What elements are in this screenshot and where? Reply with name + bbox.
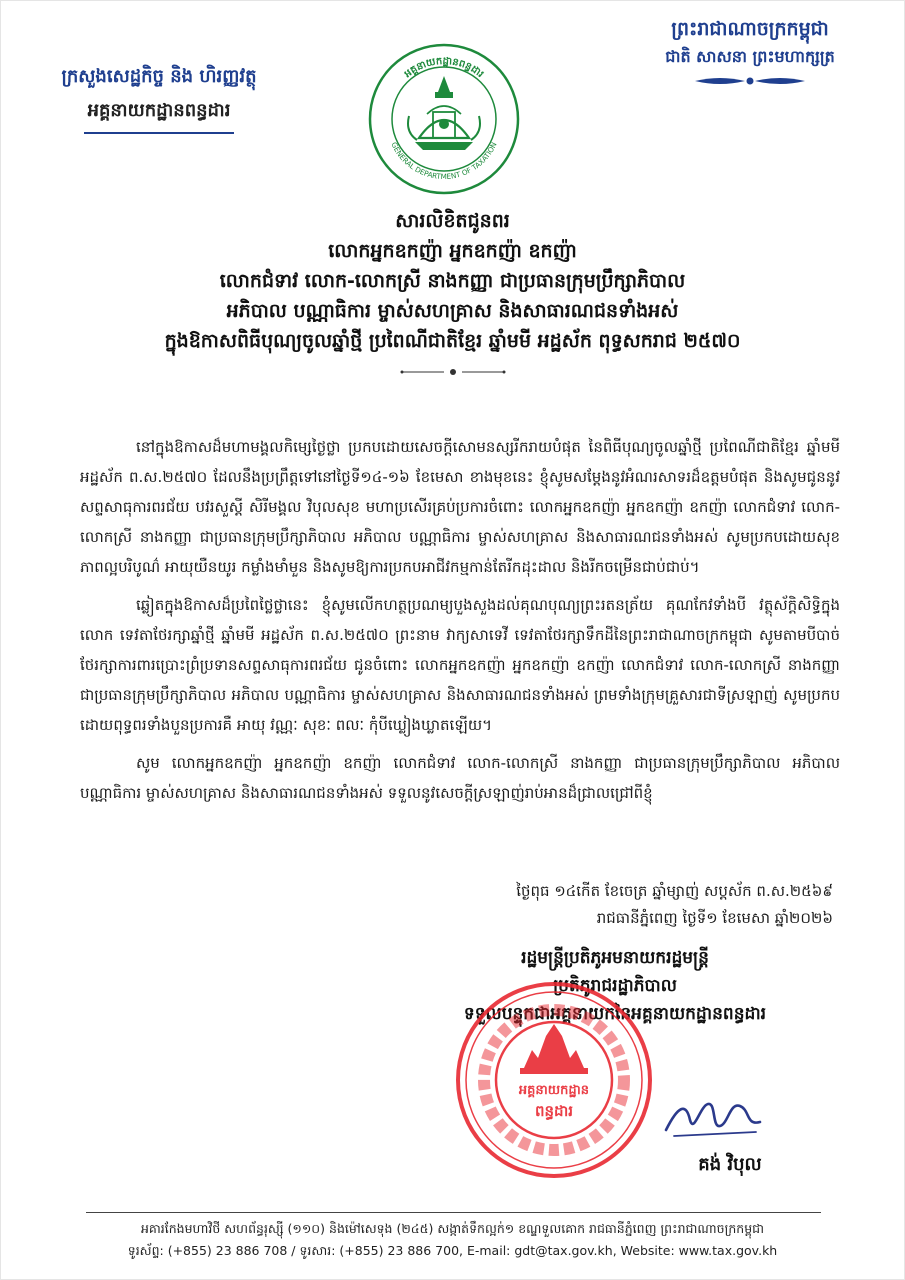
seal-center-text-1: អគ្គនាយកដ្ឋាន (518, 1083, 590, 1098)
footer-address: អគារកែងមហាវិថី សហព័ន្ធរុស្ស៊ី (១១០) និងម៉ៅសេទុង (២៤៥) សង្កាត់ទឹកល្អក់១ ខណ្ឌទួលគោក រាជធានីភ្នំពេញ ព្រះរាជាណាចក្រកម្ពុជា (140, 1221, 765, 1236)
lunar-date: ថ្ងៃពុធ ១៤កើត ខែចេត្រ ឆ្នាំម្សាញ់ សប្តស័ក ព.ស.២៥៦៩ (516, 882, 833, 900)
signatory-title-1: រដ្ឋមន្ត្រីប្រតិភូអមនាយករដ្ឋមន្ត្រី (521, 948, 709, 968)
kingdom-name: ព្រះរាជាណាចក្រកម្ពុជា (671, 18, 829, 40)
title-recipients-2: លោកជំទាវ លោក-លោកស្រី នាងកញ្ញា ជាប្រធានក្រុមប្រឹក្សាភិបាល (219, 270, 686, 292)
seal-center-text-2: ពន្ធដារ (534, 1102, 574, 1120)
footer (40, 1218, 865, 1262)
body-paragraph-3: សូម លោកអ្នកឧកញ៉ា អ្នកឧកញ៉ា ឧកញ៉ា លោកជំទាវ លោក-លោកស្រី នាងកញ្ញា ជាប្រធានក្រុមប្រឹក្សាភិបាល អភិបាល បណ្ណាធិការ ម្ចាស់សហគ្រាស និងសាធារណជនទាំងអស់ ទទួលនូវសេចក្តីស្រឡាញ់រាប់អានដ៏ជ្រាលជ្រៅពីខ្ញុំ (80, 754, 840, 802)
solar-date: រាជធានីភ្នំពេញ ថ្ងៃទី១ ខែមេសា ឆ្នាំ២០២៦ (596, 909, 833, 927)
department-name: អគ្គនាយកដ្ឋានពន្ធដារ (87, 100, 231, 121)
gdt-emblem-icon (367, 42, 521, 196)
handwritten-signature-icon (660, 1086, 770, 1146)
title-occasion: ក្នុងឱកាសពិធីបុណ្យចូលឆ្នាំថ្មី ប្រពៃណីជាតិខ្មែរ ឆ្នាំមមី អដ្ឋស័ក ពុទ្ធសករាជ ២៥៧០ (164, 330, 741, 352)
signatory-title-2: ប្រតិភូរាជរដ្ឋាភិបាល (553, 976, 677, 996)
ministry-name: ក្រសួងសេដ្ឋកិច្ច និង ហិរញ្ញវត្ថុ (61, 66, 257, 87)
ministry-underline (84, 132, 234, 134)
national-motto: ជាតិ សាសនា ព្រះមហាក្សត្រ (665, 47, 835, 66)
signatory-name: គង់ វិបុល (698, 1154, 762, 1175)
dateline (373, 878, 833, 932)
footer-contact: ទូរស័ព្ទ: (+855) 23 886 708 / ទូរសារ: (+855) 23 886 700, E-mail: gdt@tax.gov.kh, Website: www.tax.gov.kh (127, 1243, 778, 1258)
official-seal-icon (454, 980, 654, 1180)
body-paragraph-1: នៅក្នុងឱកាសដ៏មហាមង្គលកិម្សេថ្ងៃថ្លា ប្រកបដោយសេចក្តីសោមនស្សរីករាយបំផុត នៃពិធីបុណ្យចូលឆ្នាំថ្មី ប្រពៃណីជាតិខ្មែរ ឆ្នាំមមី អដ្ឋស័ក ព.ស.២៥៧០ ដែលនឹងប្រព្រឹត្តទៅនៅថ្ងៃទី១៤-១៦ ខែមេសា ខាងមុខនេះ ខ្ញុំសូមសម្តែងនូវអំណរសាទរដ៏ឧត្តមបំផុត និងសូមជូននូវសព្ទសាធុការពរជ័យ បវរសួស្តី សិរីមង្គល វិបុលសុខ មហាប្រសើរគ្រប់ប្រការចំពោះ លោកអ្នកឧកញ៉ា អ្នកឧកញ៉ា ឧកញ៉ា លោកជំទាវ លោក-លោកស្រី នាងកញ្ញា ជាប្រធានក្រុមប្រឹក្សាភិបាល អភិបាល បណ្ណាធិការ ម្ចាស់សហគ្រាស និងសាធារណជនទាំងអស់ សូមប្រកបដោយសុខភាពល្អបរិបូណ៌ អាយុយឺនយូរ កម្លាំងមាំមួន និងសូមឱ្យការប្រកបអាជីវកម្មកាន់តែរីកដុះដាល និងរីកចម្រើនជាប់ជាប់។ (80, 438, 840, 576)
letter-title: សារលិខិតជូនពរ (395, 210, 510, 232)
title-recipients-3: អភិបាល បណ្ណាធិការ ម្ចាស់សហគ្រាស និងសាធារណជនទាំងអស់ (226, 300, 679, 322)
footer-divider (86, 1212, 821, 1213)
emblem-top-text: អគ្គនាយកដ្ឋានពន្ធដារ (402, 55, 486, 81)
kingdom-ornament-icon (690, 74, 810, 88)
signatory-title-3: ទទួលបន្ទុកជាអគ្គនាយកនៃអគ្គនាយកដ្ឋានពន្ធដារ (463, 1004, 767, 1024)
body-paragraph-2: ឆ្លៀតក្នុងឱកាសដ៏ប្រពៃថ្លៃថ្លានេះ ខ្ញុំសូមលើកហត្ថប្រណម្យបួងសួងដល់គុណបុណ្យព្រះរតនត្រ័យ គុណកែវទាំងបី វត្ថុស័ក្តិសិទ្ធិក្នុងលោក ទេវតាថែរក្សាឆ្នាំថ្មី ឆ្នាំមមី អដ្ឋស័ក ព.ស.២៥៧០ ព្រះនាម វាក្យសាទេវី ទេវតាថែរក្សាទឹកដីនៃព្រះរាជាណាចក្រកម្ពុជា សូមតាមបីបាច់ថែរក្សាការពារប្រោះព្រំប្រទានសព្ទសាធុការពរជ័យ ជូនចំពោះ លោកអ្នកឧកញ៉ា អ្នកឧកញ៉ា ឧកញ៉ា លោកជំទាវ លោក-លោកស្រី នាងកញ្ញា ជាប្រធានក្រុមប្រឹក្សាភិបាល អភិបាល បណ្ណាធិការ ម្ចាស់សហគ្រាស និងសាធារណជនទាំងអស់ ព្រមទាំងក្រុមគ្រួសារជាទីស្រឡាញ់ សូមប្រកបដោយពុទ្ធពរទាំងបួនប្រការគឺ អាយុ វណ្ណៈ សុខៈ ពលៈ កុំបីឃ្លៀងឃ្លាតឡើយ។ (80, 596, 840, 734)
ministry-header (34, 62, 284, 134)
emblem-bottom-text: GENERAL DEPARTMENT OF TAXATION (389, 140, 499, 182)
title-recipients-1: លោកអ្នកឧកញ៉ា អ្នកឧកញ៉ា ឧកញ៉ា (328, 240, 577, 262)
kingdom-header (625, 14, 875, 92)
letter-body (80, 432, 840, 816)
letter-title-block (20, 206, 885, 378)
title-ornament-icon (398, 366, 508, 378)
